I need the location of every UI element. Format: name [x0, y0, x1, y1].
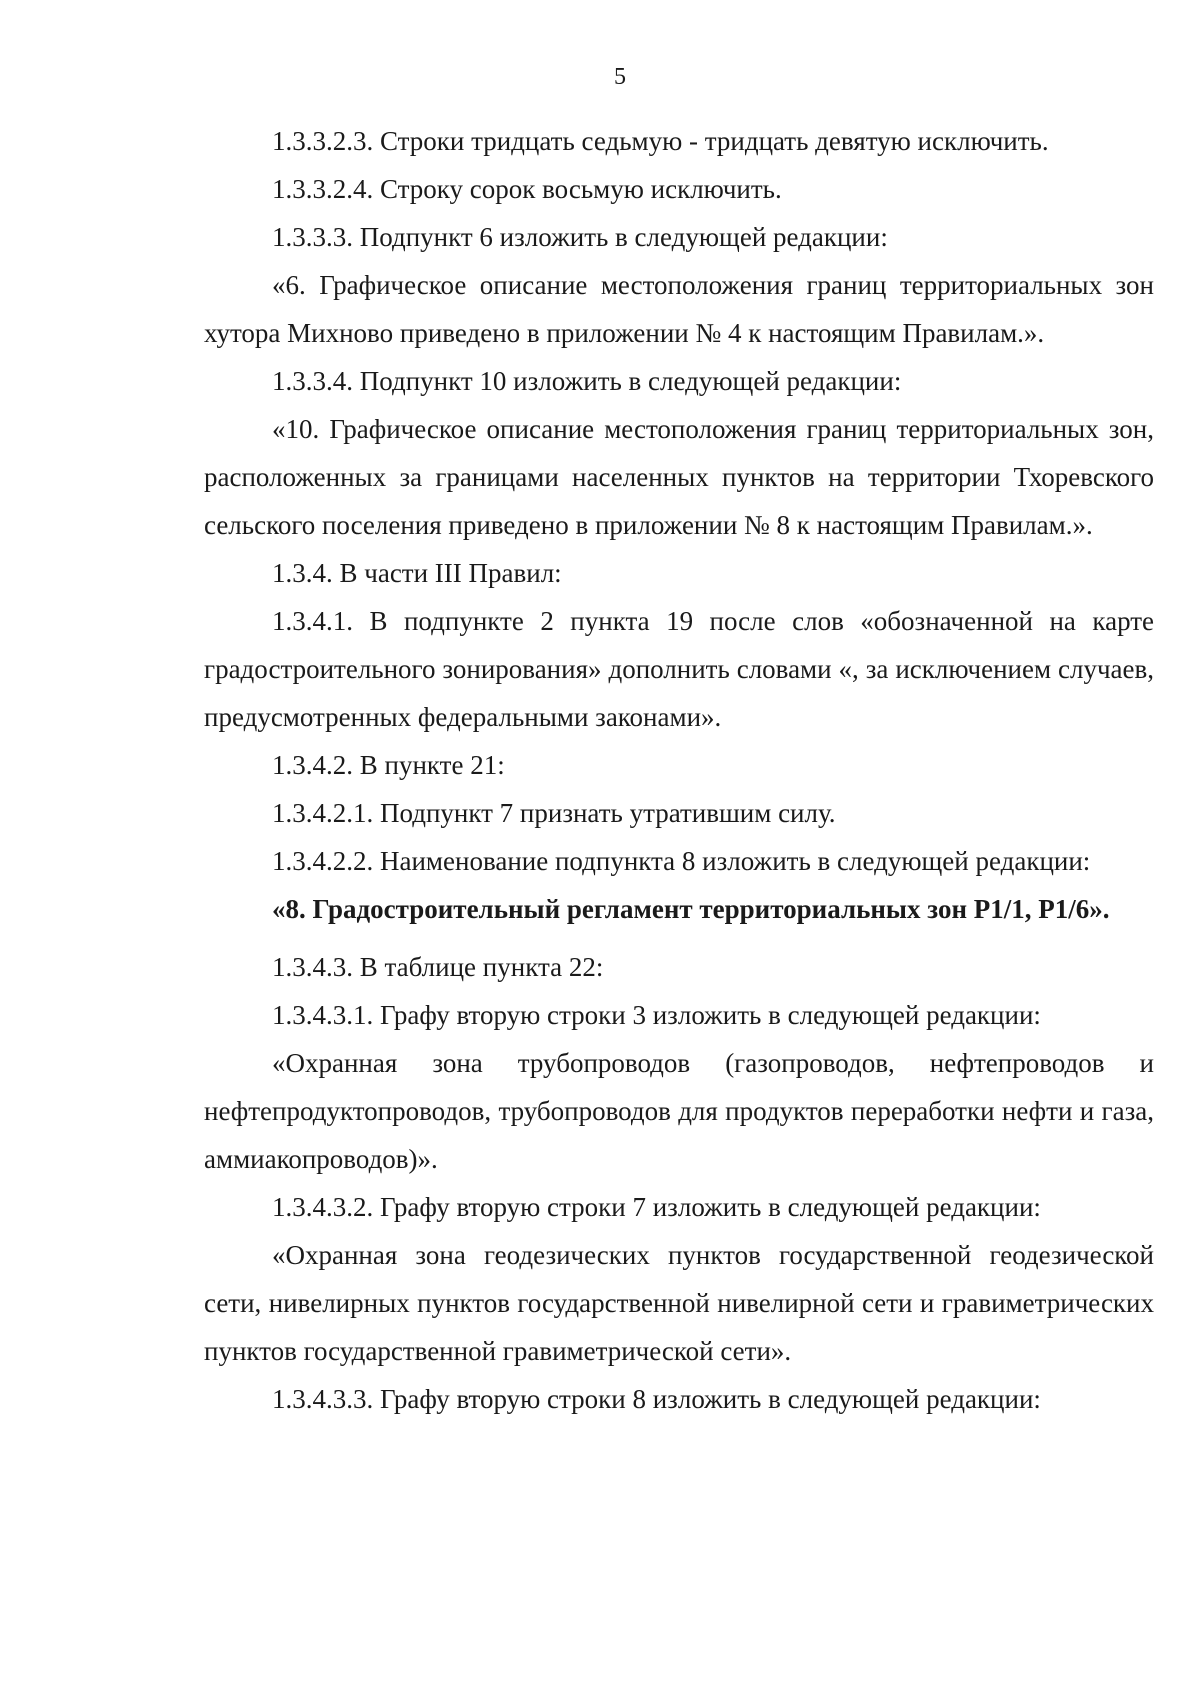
quote-subpoint-10: «10. Графическое описание местоположения границ территориальных зон, расположенных за границами населенных пунктов на территории Тхоревского сельского поселения приведено в приложении № 8 к настоящим Правилам.».: [204, 414, 1154, 540]
paragraph-1-3-4-1: 1.3.4.1. В подпункте 2 пункта 19 после слов «обозначенной на карте градостроительного зонирования» дополнить словами «, за исключением случаев, предусмотренных федеральными законами».: [204, 606, 1154, 732]
paragraph-1-3-3-4: 1.3.3.4. Подпункт 10 изложить в следующей редакции:: [272, 366, 902, 396]
paragraph-1-3-4-3-3: 1.3.4.3.3. Графу вторую строки 8 изложить в следующей редакции:: [272, 1384, 1041, 1414]
paragraph-1-3-4-3-1: 1.3.4.3.1. Графу вторую строки 3 изложить в следующей редакции:: [272, 1000, 1041, 1030]
paragraph-1-3-3-2-3: 1.3.3.2.3. Строки тридцать седьмую - тридцать девятую исключить.: [272, 126, 1049, 156]
page-number: 5: [614, 64, 626, 90]
paragraph-1-3-4-2: 1.3.4.2. В пункте 21:: [272, 750, 505, 780]
paragraph-1-3-3-3: 1.3.3.3. Подпункт 6 изложить в следующей редакции:: [272, 222, 888, 252]
quote-pipeline-zone: «Охранная зона трубопроводов (газопроводов, нефтепроводов и нефтепродуктопроводов, трубопроводов для продуктов переработки нефти и газа, аммиакопроводов)».: [204, 1048, 1154, 1174]
bold-heading-subpoint-8: «8. Градостроительный регламент территориальных зон Р1/1, Р1/6».: [272, 894, 1110, 924]
paragraph-1-3-4-3: 1.3.4.3. В таблице пункта 22:: [272, 952, 604, 982]
paragraph-1-3-4-3-2: 1.3.4.3.2. Графу вторую строки 7 изложить в следующей редакции:: [272, 1192, 1041, 1222]
quote-geodetic-zone: «Охранная зона геодезических пунктов государственной геодезической сети, нивелирных пунктов государственной нивелирной сети и гравиметрических пунктов государственной гравиметрической сети».: [204, 1240, 1154, 1366]
paragraph-1-3-3-2-4: 1.3.3.2.4. Строку сорок восьмую исключить.: [272, 174, 782, 204]
paragraph-1-3-4: 1.3.4. В части III Правил:: [272, 558, 562, 588]
paragraph-1-3-4-2-2: 1.3.4.2.2. Наименование подпункта 8 изложить в следующей редакции:: [272, 846, 1091, 876]
paragraph-1-3-4-2-1: 1.3.4.2.1. Подпункт 7 признать утратившим силу.: [272, 798, 836, 828]
document-body: [204, 117, 1154, 1423]
quote-subpoint-6: «6. Графическое описание местоположения границ территориальных зон хутора Михново приведено в приложении № 4 к настоящим Правилам.».: [204, 270, 1154, 348]
